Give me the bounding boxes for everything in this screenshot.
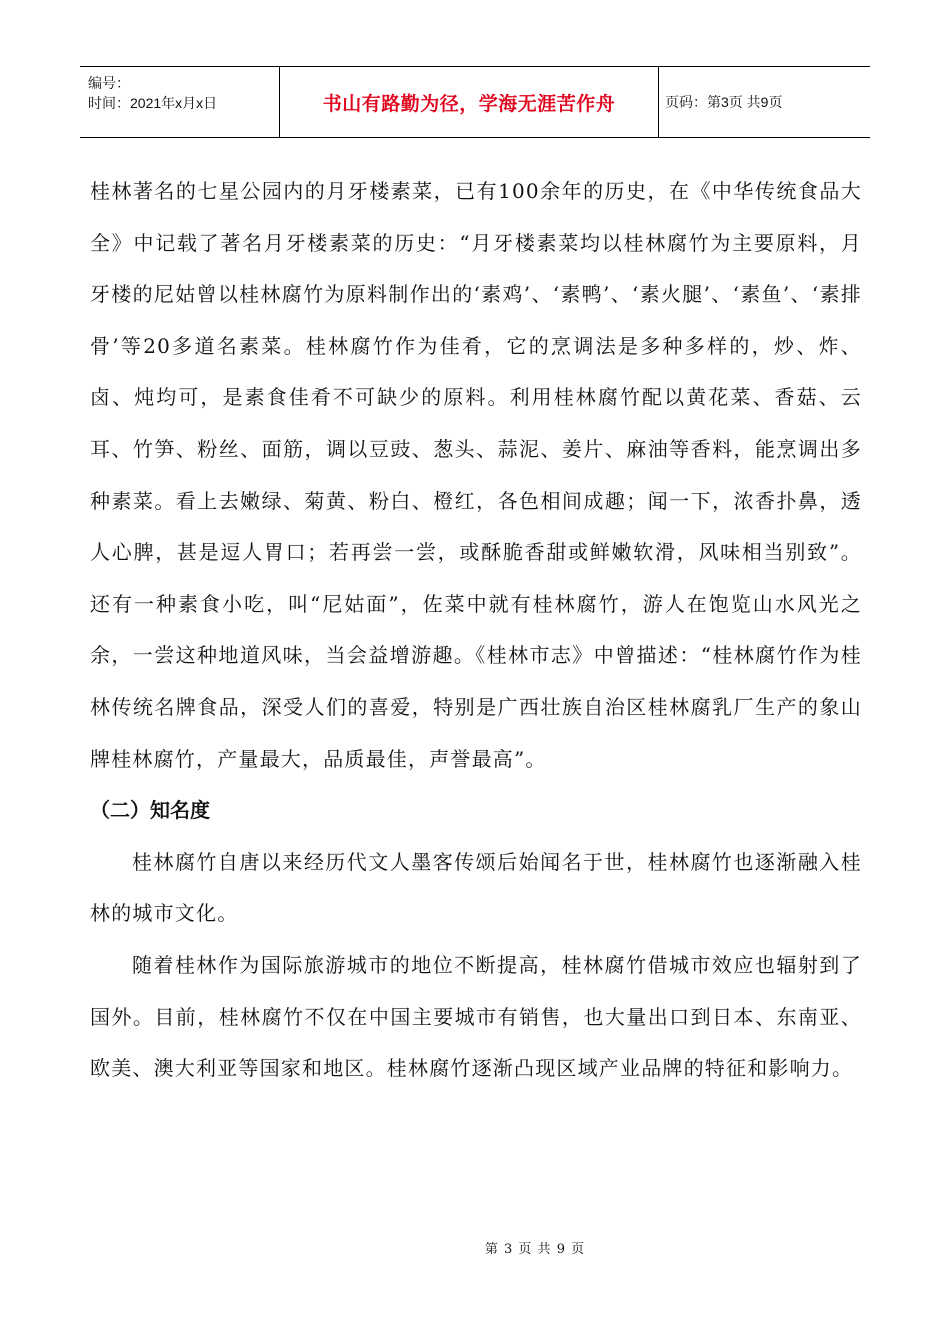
header-page-label: 页码：第3页 共9页: [665, 94, 783, 110]
document-time-label: 时间：2021年x月x日: [88, 95, 218, 111]
header-meta: [80, 67, 280, 137]
footer-page-number: 第 3 页 共 9 页: [484, 1242, 586, 1257]
header-motto: 书山有路勤为径，学海无涯苦作舟: [280, 67, 659, 137]
body-paragraph-fame: 桂林腐竹自唐以来经历代文人墨客传颂后始闻名于世，桂林腐竹也逐渐融入桂林的城市文化。: [90, 849, 862, 926]
page-footer: [0, 1238, 950, 1257]
page-header: [80, 66, 870, 138]
body-paragraph-international: 随着桂林作为国际旅游城市的地位不断提高，桂林腐竹借城市效应也辐射到了国外。目前，桂林腐竹不仅在中国主要城市有销售，也大量出口到日本、东南亚、欧美、澳大利亚等国家和地区。桂林腐竹逐渐凸现区域产业品牌的特征和影响力。: [90, 952, 862, 1081]
document-number-label: 编号：: [88, 75, 130, 91]
body-paragraph-history: 桂林著名的七星公园内的月牙楼素菜，已有100余年的历史，在《中华传统食品大全》中记载了著名月牙楼素菜的历史：“月牙楼素菜均以桂林腐竹为主要原料，月牙楼的尼姑曾以桂林腐竹为原料制作出的‘素鸡’、‘素鸭’、‘素火腿’、‘素鱼’、‘素排骨’等20多道名素菜。桂林腐竹作为佳肴，它的烹调法是多种多样的，炒、炸、卤、炖均可，是素食佳肴不可缺少的原料。利用桂林腐竹配以黄花菜、香菇、云耳、竹笋、粉丝、面筋，调以豆豉、葱头、蒜泥、姜片、麻油等香料，能烹调出多种素菜。看上去嫩绿、菊黄、粉白、橙红，各色相间成趣；闻一下，浓香扑鼻，透人心脾，甚是逗人胃口；若再尝一尝，或酥脆香甜或鲜嫩软滑，风味相当别致”。还有一种素食小吃，叫“尼姑面”，佐菜中就有桂林腐竹，游人在饱览山水风光之余，一尝这种地道风味，当会益增游趣。《桂林市志》中曾描述：“桂林腐竹作为桂林传统名牌食品，深受人们的喜爱，特别是广西壮族自治区桂林腐乳厂生产的象山牌桂林腐竹，产量最大，品质最佳，声誉最高”。: [90, 179, 862, 771]
section-heading-reputation: （二）知名度: [90, 798, 210, 823]
document-body: [90, 166, 862, 1095]
